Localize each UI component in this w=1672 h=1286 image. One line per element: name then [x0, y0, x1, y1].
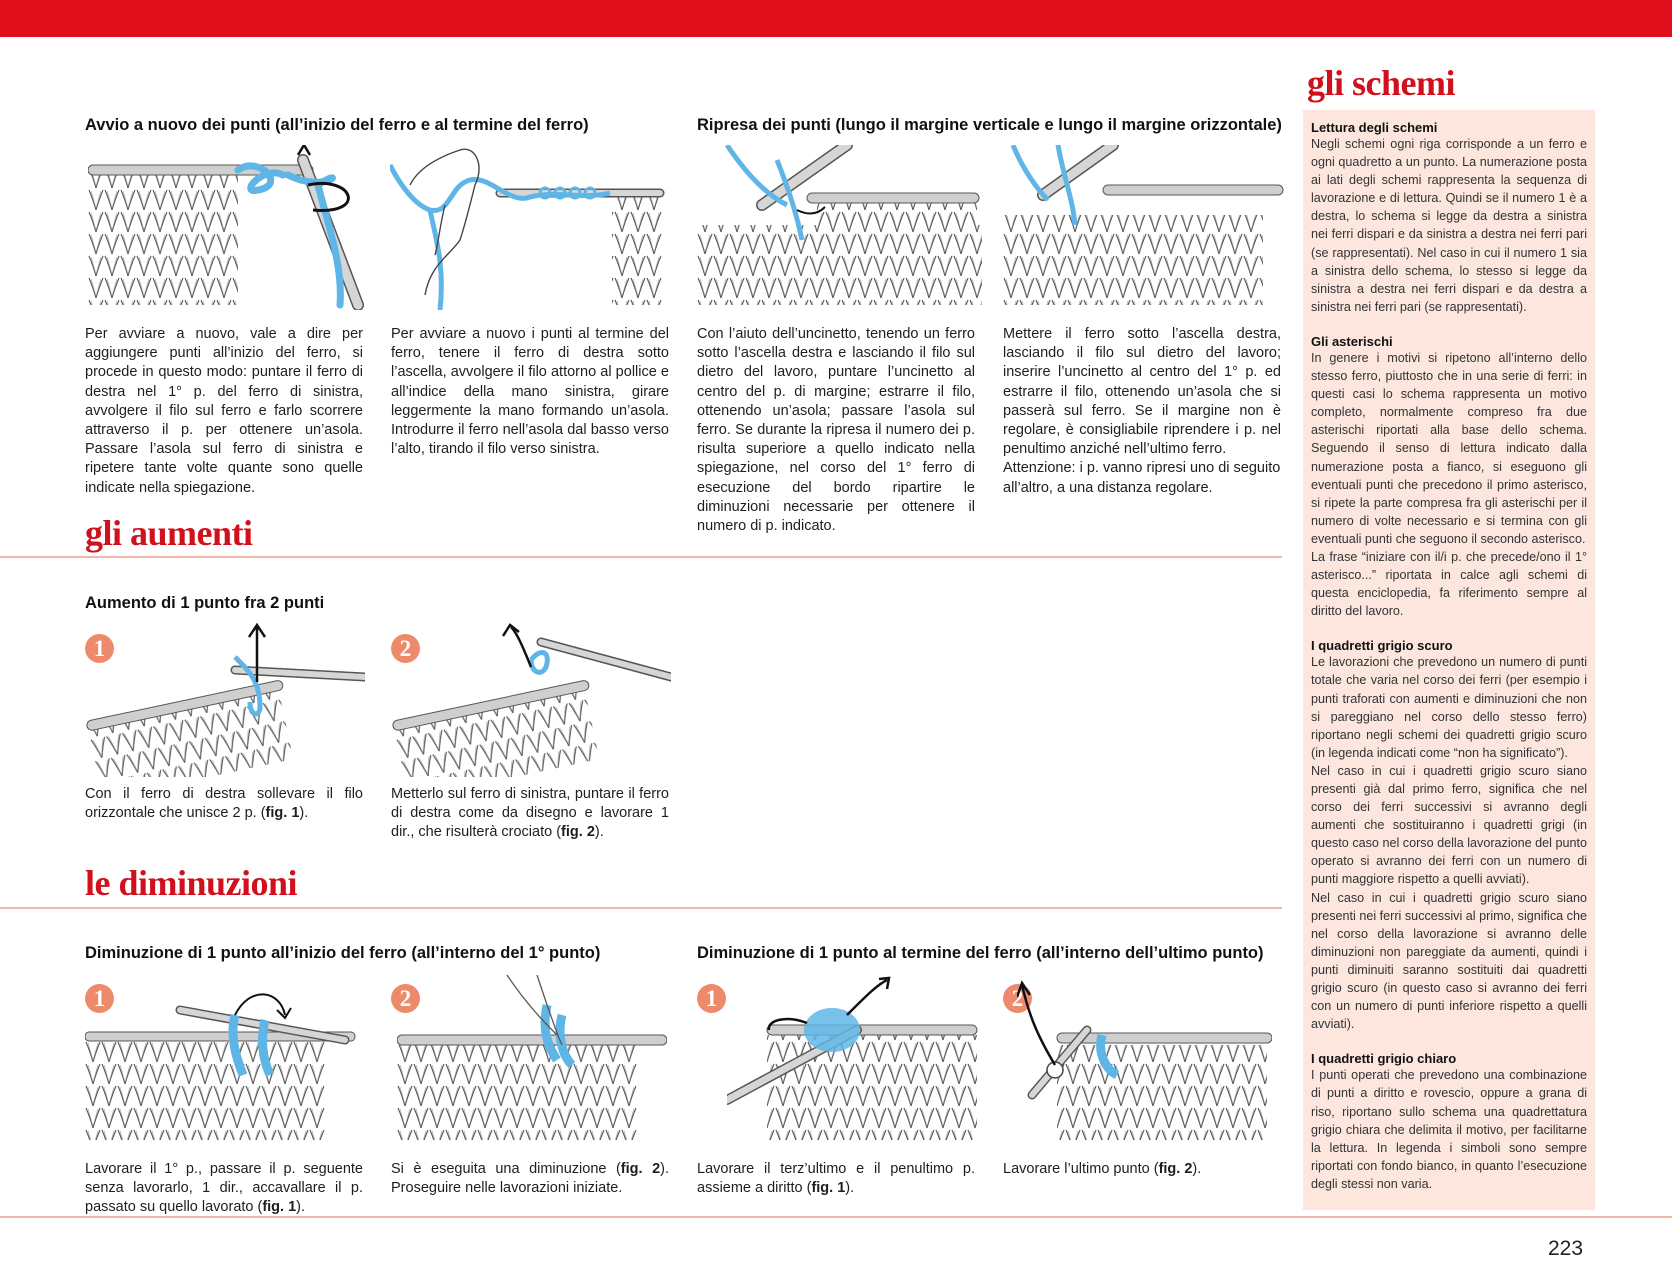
- dim-termine-figure-1: [727, 975, 982, 1145]
- step-badge-1: 1: [85, 634, 114, 663]
- fig-ref-2: fig. 2: [620, 1161, 661, 1177]
- avvio-figure-2: [390, 145, 670, 310]
- step-badge-2: 2: [1003, 984, 1032, 1013]
- dim-termine-text-2-b: ).: [1192, 1161, 1202, 1177]
- dim-inizio-heading: Diminuzione di 1 punto all’inizio del ferro (all’interno del 1° punto): [85, 944, 601, 962]
- fig-ref-2: fig. 2: [1158, 1161, 1193, 1177]
- aumento-text-1-a: Con il ferro di destra sollevare il filo orizzontale che unisce 2 p. (: [85, 786, 363, 822]
- dim-inizio-text-1-a: Lavorare il 1° p., passare il p. seguente senza lavorarlo, 1 dir., accavallare il p. passato su quello lavorato (: [85, 1161, 363, 1216]
- sidebar-block-text: In genere i motivi si ripetono all’interno dello stesso ferro, piuttosto che in una serie di ferri: in questi casi lo schema rappresenta un motivo completo, normalmente compreso fra due asterischi riportati alla base dello schema. Seguendo il senso di lettura indicato dalla numerazione posta a fianco, si eseguono gli eventuali punti che precedono il primo asterisco, si ripete la parte compresa fra gli asterischi per il numero di volte necessario e si termina con gli eventuali punti che seguono il secondo asterisco.: [1311, 350, 1587, 546]
- sidebar-block-title: Lettura degli schemi: [1311, 120, 1438, 135]
- step-badge-2: 2: [391, 984, 420, 1013]
- section-title-diminuzioni: le diminuzioni: [85, 863, 298, 903]
- aumento-text-1-b: ).: [299, 805, 309, 822]
- ripresa-heading: Ripresa dei punti (lungo il margine verticale e lungo il margine orizzontale): [697, 116, 1282, 134]
- section-title-schemi: gli schemi: [1307, 63, 1455, 103]
- dim-inizio-text-1-b: ).: [296, 1199, 306, 1216]
- dim-termine-text-2-a: Lavorare l’ultimo punto (: [1003, 1161, 1159, 1177]
- sidebar-block-text: Le lavorazioni che prevedono un numero di punti totale che varia nel corso dei ferri (per esempio i punti traforati con aumenti e diminuzioni che non si pareggiano nel corso dello stesso ferro) riportano negli schemi dei quadretti grigio scuro (in legenda indicati come “non ha significato”).: [1311, 655, 1587, 760]
- aumento-text-2: [391, 785, 669, 843]
- aumento-figure-2: [391, 622, 671, 777]
- fig-ref-1: fig. 1: [262, 1199, 297, 1216]
- section-rule: [0, 907, 1282, 909]
- dim-termine-heading: Diminuzione di 1 punto al termine del ferro (all’interno dell’ultimo punto): [697, 944, 1264, 962]
- sidebar-block-title: I quadretti grigio chiaro: [1311, 1051, 1457, 1067]
- ripresa-text-right-main: Mettere il ferro sotto l’ascella destra, lasciando il filo sul dietro del lavoro; inserire l’uncinetto al centro del 1° p. ed estrarre il filo, ottenendo un’asola che si passerà sul ferro. Se il margine non è regolare, è consigliabile riprendere i p. nel penultimo anziché nell’ultimo ferro.: [1003, 326, 1281, 458]
- aumento-figure-1: [85, 622, 365, 777]
- step-badge-2: 2: [391, 634, 420, 663]
- fig-ref-1: fig. 1: [811, 1180, 846, 1197]
- step-badge-1: 1: [85, 984, 114, 1013]
- step-badge-1: 1: [697, 984, 726, 1013]
- ripresa-figure-2: [1003, 145, 1288, 310]
- avvio-figure-1: [88, 145, 368, 310]
- page-number: 223: [1548, 1237, 1584, 1260]
- dim-termine-text-1-b: ).: [845, 1180, 855, 1197]
- dim-termine-text-2: [1003, 1160, 1281, 1179]
- sidebar-block-text: La frase “iniziare con il/i p. che precede/ono il 1° asterisco...” riportata in calce agli schemi di questa enciclopedia, fa riferimento sempre al diritto del lavoro.: [1311, 549, 1587, 619]
- aumento-heading: Aumento di 1 punto fra 2 punti: [85, 594, 325, 612]
- aumento-text-1: [85, 785, 363, 823]
- dim-inizio-figure-2: [397, 975, 667, 1145]
- aumento-text-2-b: ).: [594, 824, 604, 841]
- section-title-aumenti: gli aumenti: [85, 513, 253, 553]
- ripresa-note: Attenzione: i p. vanno ripresi uno di seguito all’altro, a una distanza regolare.: [1003, 460, 1281, 496]
- sidebar-block-text: Nel caso in cui i quadretti grigio scuro siano presenti già dal primo ferro, significa che nel corso dei ferri successivi si avranno degli aumenti che sostituiranno i quadretti grigi (in questo caso nel corso della lavorazione del punto operato si avranno dei ferri con un numero di punti maggiore rispetto a quelli avviati).: [1311, 763, 1587, 887]
- fig-ref-1: fig. 1: [265, 805, 300, 822]
- sidebar-block-title: I quadretti grigio scuro: [1311, 638, 1453, 654]
- section-rule: [0, 556, 1282, 558]
- sidebar-block-text: Negli schemi ogni riga corrisponde a un ferro e ogni quadretto a un punto. La numerazione posta ai lati degli schemi rappresenta la sequenza di lavorazione e di lettura. Quindi se il numero 1 è a destra, lo schema si legge da destra a sinistra nei ferri dispari e da sinistra a destra nei ferri pari (se rappresentati). Nel caso in cui il numero 1 sia a sinistra dello schema, lo stesso si legge da sinistra a destra nei ferri dispari e da destra a sinistra nei ferri pari (se rappresentati).: [1311, 137, 1587, 314]
- dim-termine-text-1-a: Lavorare il terz’ultimo e il penultimo p. assieme a diritto (: [697, 1161, 975, 1197]
- fig-ref-2: fig. 2: [561, 824, 595, 841]
- schemi-sidebar: [1303, 110, 1595, 1210]
- bottom-rule: [0, 1216, 1672, 1218]
- dim-termine-text-1: [697, 1160, 975, 1198]
- ripresa-text-left: Con l’aiuto dell’uncinetto, tenendo un ferro sotto l’ascella destra e lasciando il filo sul dietro del lavoro, puntare l’uncinetto al centro del p. di margine; estrarre il filo, ottenendo un’asola; passare l’asola sul ferro. Se durante la ripresa il numero dei p. risulta superiore a quello indicato nella spiegazione, nel corso del 1° ferro di esecuzione del bordo ripartire le diminuzioni necessarie per ottenere il numero di p. indicato.: [697, 326, 975, 535]
- avvio-heading: Avvio a nuovo dei punti (all’inizio del ferro e al termine del ferro): [85, 116, 589, 134]
- avvio-text-left: Per avviare a nuovo, vale a dire per aggiungere punti all’inizio del ferro, si procede in questo modo: puntare il ferro di destra nel 1° p. del ferro di sinistra, avvolgere il filo sul ferro e farlo scorrere attraverso il p. per ottenere un’asola. Passare l’asola sul ferro di sinistra e ripetere tante volte quante sono quelle indicate nella spiegazione.: [85, 326, 363, 496]
- avvio-text-right: Per avviare a nuovo i punti al termine del ferro, tenere il ferro di destra sotto l’ascella, avvolgere il filo attorno al pollice e all’indice della mano sinistra, girare leggermente la mano formando un’asola. Introdurre il ferro nell’asola dal basso verso l’alto, tirando il filo verso sinistra.: [391, 326, 669, 458]
- ripresa-figure-1: [697, 145, 982, 310]
- aumento-text-2-a: Metterlo sul ferro di sinistra, puntare il ferro di destra come da disegno e lavorare 1 dir., che risulterà crociato (: [391, 786, 669, 841]
- dim-termine-figure-2: [1017, 975, 1272, 1145]
- sidebar-block-title: Gli asterischi: [1311, 333, 1393, 349]
- top-color-bar: [0, 0, 1672, 37]
- sidebar-block-text: I punti operati che prevedono una combinazione di punti a diritto e rovescio, oppure a grana di riso, riportano sullo schema una quadrettatura grigio chiara che delimita il motivo, per facilitarne la lettura. In legenda i simboli sono sempre riportati con fondo bianco, in quanto l’esecuzione degli stessi non varia.: [1311, 1068, 1587, 1191]
- dim-inizio-text-2: [391, 1160, 669, 1198]
- sidebar-block-text: Nel caso in cui i quadretti grigio scuro siano presenti nei ferri successivi al primo, significa che nel corso della lavorazione si avranno delle diminuzioni non pareggiate da aumenti, quindi i punti diminuiti saranno sostituiti dai quadretti grigio scuro (in questo caso si avranno dei ferri con un numero di punti inferiore rispetto a quelli avviati).: [1311, 890, 1587, 1032]
- dim-inizio-figure-1: [85, 975, 365, 1145]
- dim-inizio-text-2-a: Si è eseguita una diminuzione (: [391, 1161, 621, 1177]
- ripresa-text-right: [1003, 325, 1281, 498]
- dim-inizio-text-2-b: ). Proseguire nelle lavorazioni iniziate.: [391, 1161, 669, 1197]
- dim-inizio-text-1: [85, 1160, 363, 1218]
